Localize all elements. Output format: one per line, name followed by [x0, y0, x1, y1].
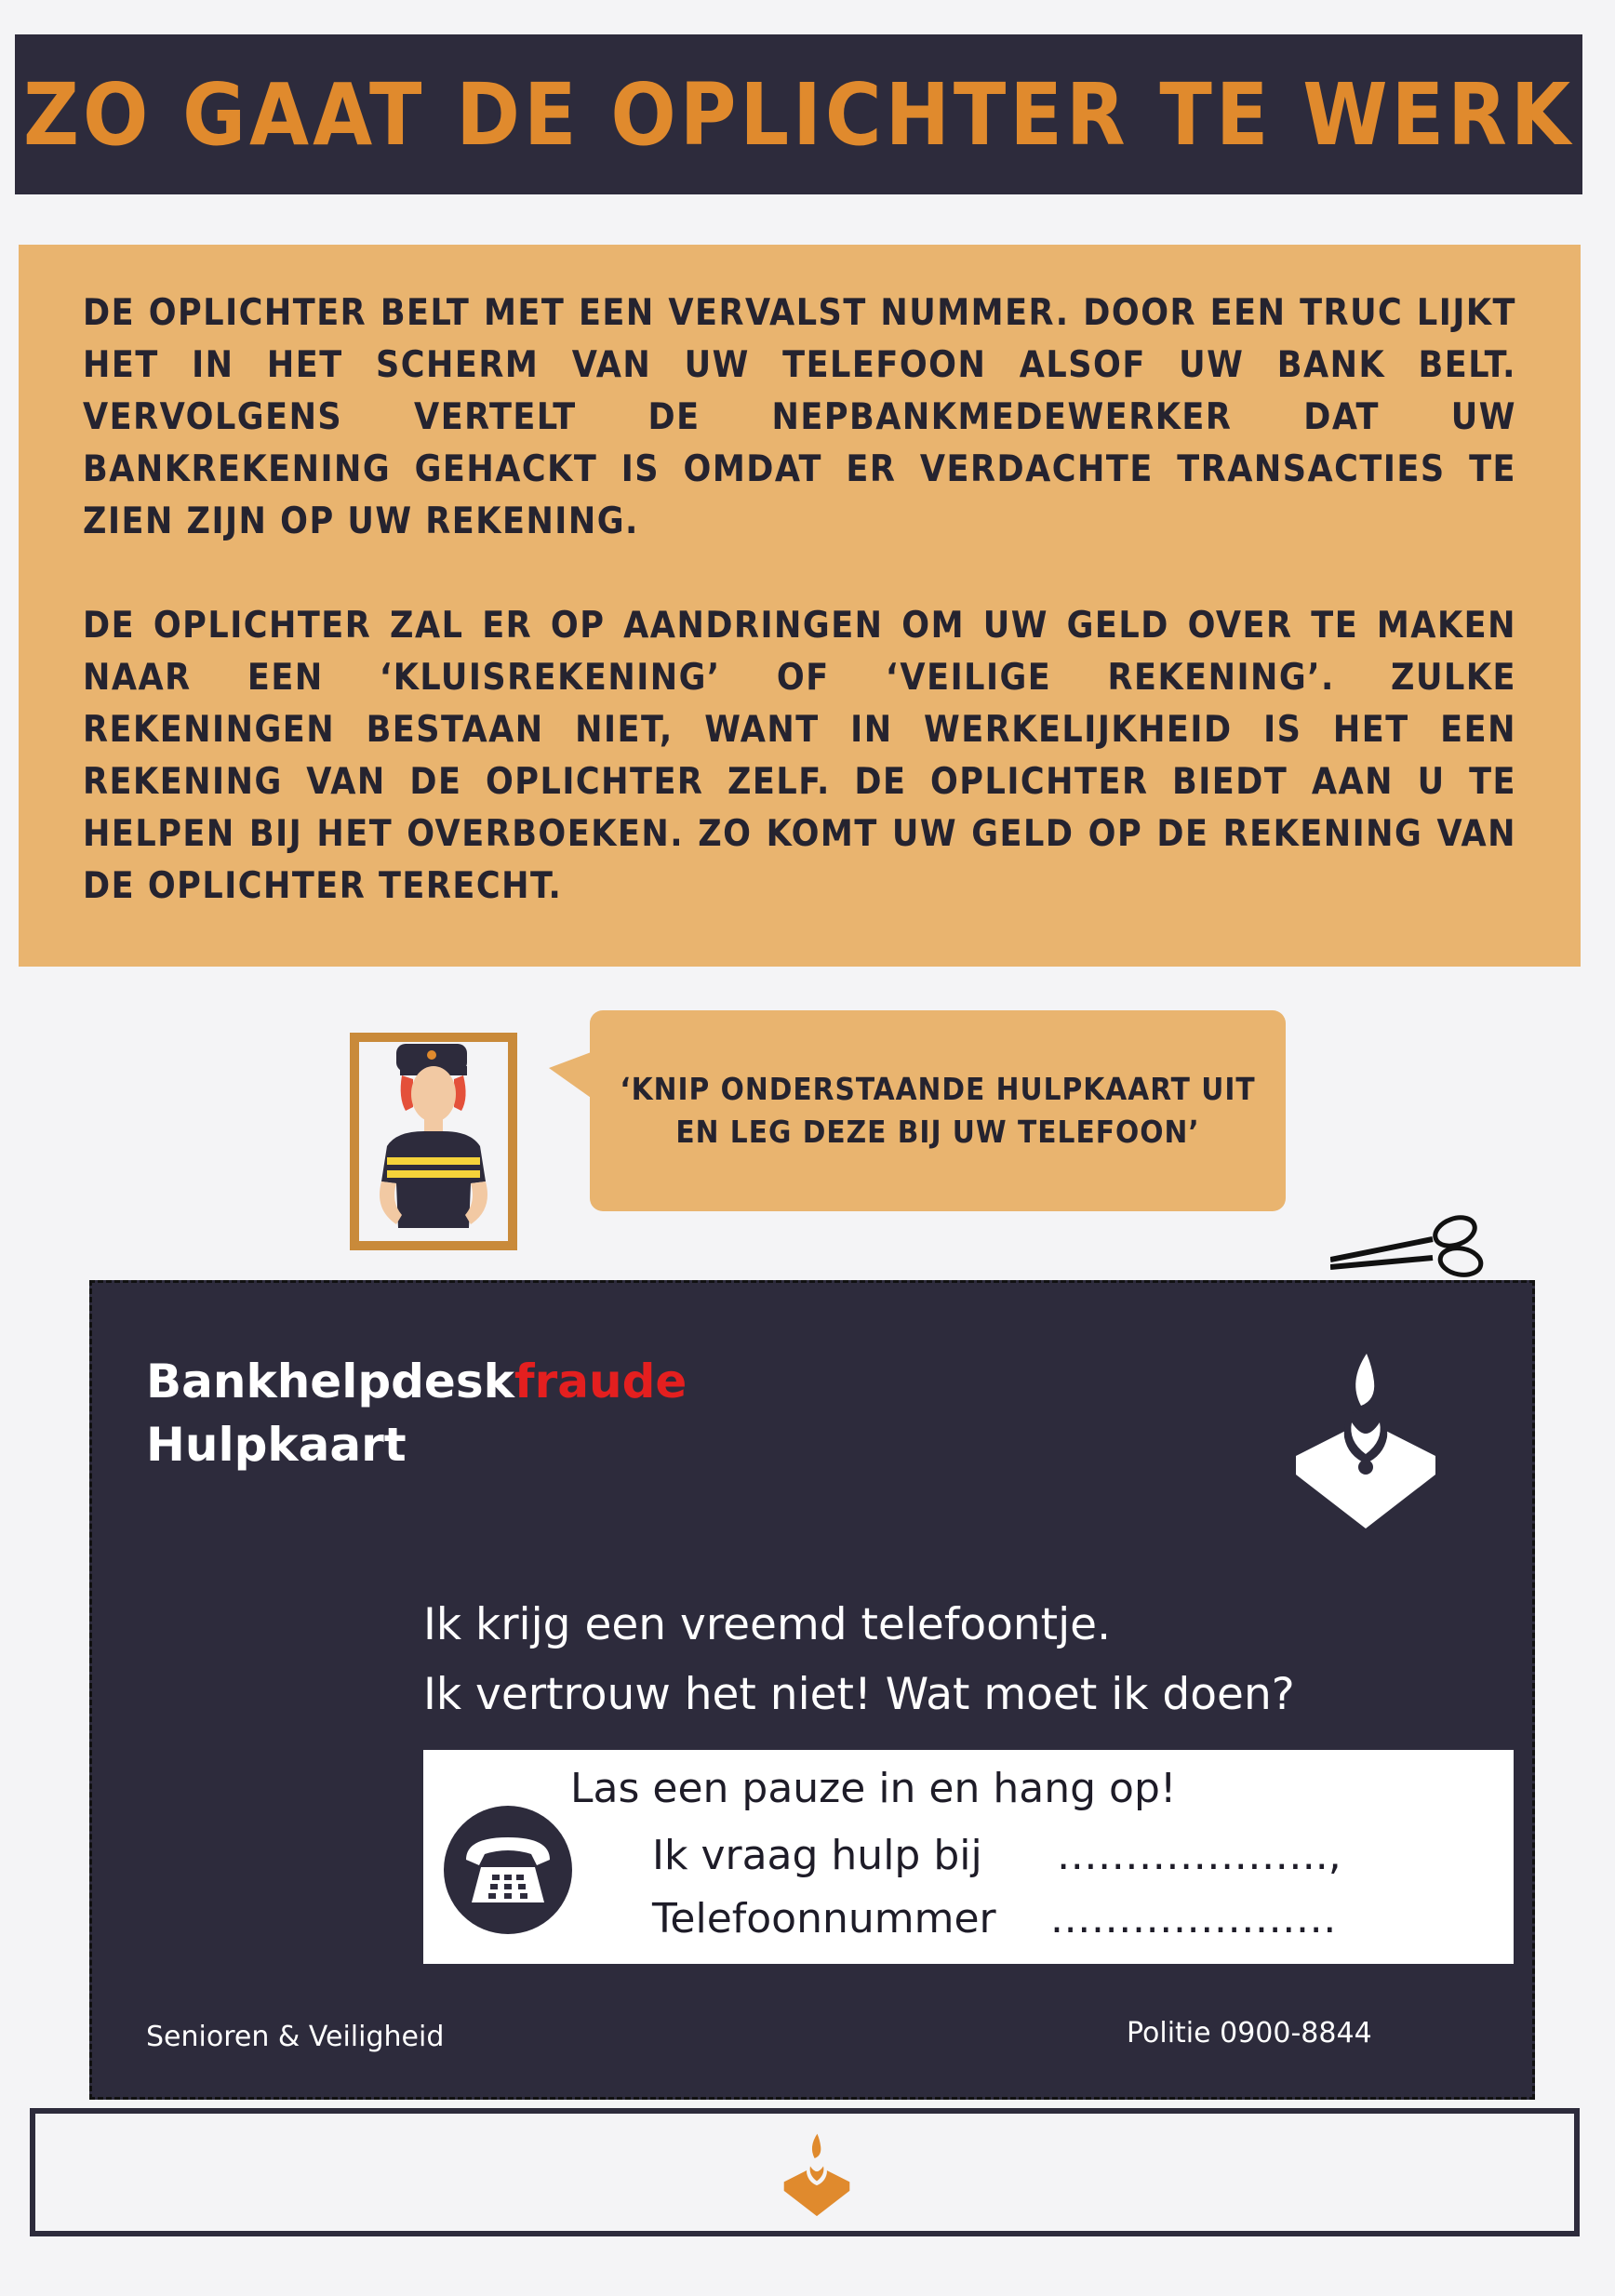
card-title	[146, 1350, 687, 1476]
header-banner	[15, 34, 1582, 194]
card-title-fraude: fraude	[514, 1355, 687, 1408]
info-paragraph-1: DE OPLICHTER BELT MET EEN VERVALST NUMMER. DOOR EEN TRUC LIJKT HET IN HET SCHERM VAN UW TELEFOON ALSOF UW BANK BELT. VERVOLGENS VERTELT DE NEPBANKMEDEWERKER DAT UW BANKREKENING GEHACKT IS OMDAT ER VERDACHTE TRANSACTIES TE ZIEN ZIJN OP UW REKENING.	[83, 292, 1516, 542]
bubble-line-2: EN LEG DEZE BIJ UW TELEFOON’	[675, 1114, 1200, 1150]
officer-icon	[359, 1042, 508, 1241]
info-paragraph-2: DE OPLICHTER ZAL ER OP AANDRINGEN OM UW GELD OVER TE MAKEN NAAR EEN ‘KLUISREKENING’ OF ‘VEILIGE REKENING’. ZULKE REKENINGEN BESTAAN NIET, WANT IN WERKELIJKHEID IS HET EEN REKENING VAN DE OPLICHTER ZELF. DE OPLICHTER BIEDT AAN U TE HELPEN BIJ HET OVERBOEKEN. ZO KOMT UW GELD OP DE REKENING VAN DE OPLICHTER TERECHT.	[83, 605, 1516, 907]
card-title-brand: Bankhelpdesk	[146, 1355, 514, 1408]
officer-illustration	[350, 1033, 517, 1250]
card-footer-right: Politie 0900-8844	[1127, 2017, 1372, 2049]
speech-bubble-tail	[549, 1051, 594, 1100]
action-heading: Las een pauze in en hang op!	[570, 1765, 1177, 1812]
help-label: Ik vraag hulp bij	[652, 1832, 982, 1879]
police-logo-icon	[1287, 1344, 1445, 1530]
phone-icon	[444, 1806, 572, 1934]
card-question	[423, 1590, 1295, 1729]
phone-fill-line[interactable]: …………………	[1049, 1895, 1337, 1942]
help-row	[652, 1832, 1341, 1879]
scissors-icon	[1330, 1211, 1494, 1278]
speech-bubble	[590, 1010, 1286, 1211]
phone-row	[652, 1895, 1337, 1942]
card-subtitle: Hulpkaart	[146, 1418, 407, 1472]
question-line-2: Ik vertrouw het niet! Wat moet ik doen?	[423, 1669, 1295, 1720]
help-card	[89, 1280, 1535, 2100]
action-box	[423, 1750, 1514, 1964]
card-footer-left: Senioren & Veiligheid	[146, 2021, 445, 2053]
question-line-1: Ik krijg een vreemd telefoontje.	[423, 1599, 1112, 1650]
info-box	[19, 245, 1581, 967]
bottom-frame	[30, 2108, 1580, 2236]
phone-label: Telefoonnummer	[652, 1895, 996, 1942]
help-fill-line[interactable]: ………………..,	[1056, 1832, 1341, 1879]
page-title: ZO GAAT DE OPLICHTER TE WERK	[22, 64, 1575, 165]
bubble-line-1: ‘KNIP ONDERSTAANDE HULPKAART UIT	[620, 1071, 1256, 1107]
police-logo-icon-small	[780, 2127, 854, 2220]
